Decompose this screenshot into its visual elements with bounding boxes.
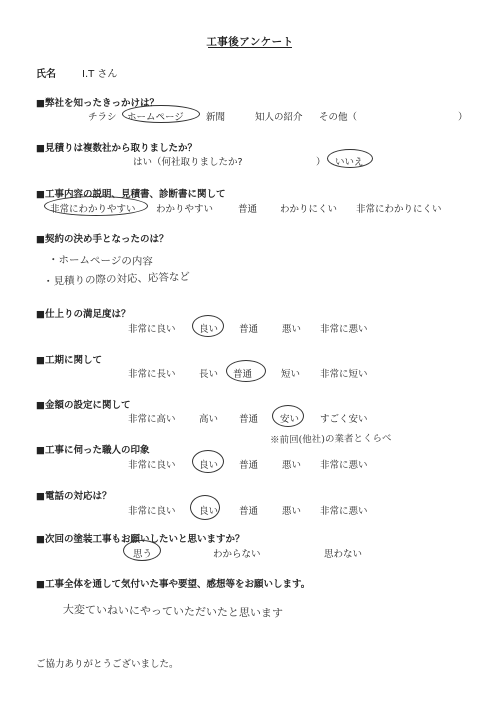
- name-value: I.T さん: [82, 69, 118, 80]
- option-normal[interactable]: 普通: [239, 324, 259, 335]
- option-very-good[interactable]: 非常に良い: [128, 506, 176, 517]
- question-phone-response: ■電話の対応は？: [36, 491, 112, 502]
- option-referral[interactable]: 知人の紹介: [255, 112, 303, 123]
- handwritten-answer-line: ・ホームページの内容: [47, 254, 153, 268]
- selection-circle: [272, 405, 304, 427]
- option-cheap[interactable]: 安い: [280, 414, 300, 425]
- option-yes[interactable]: はい（何社取りましたか?: [133, 157, 243, 168]
- option-very-good[interactable]: 非常に良い: [128, 460, 176, 471]
- option-very-short[interactable]: 非常に短い: [320, 369, 368, 380]
- option-very-expensive[interactable]: 非常に高い: [128, 414, 176, 425]
- option-no[interactable]: いいえ: [335, 157, 364, 168]
- question-how-found: ■弊社を知ったきっかけは？: [36, 98, 159, 109]
- option-very-long[interactable]: 非常に長い: [128, 369, 176, 380]
- option-very-unclear[interactable]: 非常にわかりにくい: [356, 204, 442, 215]
- question-comments: ■工事全体を通して気付いた事や要望、感想等をお願いします。: [36, 579, 311, 590]
- option-think-so[interactable]: 思う: [133, 549, 153, 560]
- title-underline: [208, 47, 292, 48]
- option-clear[interactable]: わかりやすい: [156, 204, 214, 215]
- handwritten-comment: 大変ていねいにやっていただいたと思います: [62, 603, 284, 620]
- option-bad[interactable]: 悪い: [282, 324, 302, 335]
- option-very-good[interactable]: 非常に良い: [128, 324, 176, 335]
- question-next-time: ■次回の塗装工事もお願いしたいと思いますか？: [36, 534, 245, 545]
- selection-circle: [327, 149, 373, 168]
- option-unclear[interactable]: わかりにくい: [280, 204, 338, 215]
- selection-circle: [44, 196, 148, 216]
- selection-circle: [192, 450, 224, 473]
- option-normal[interactable]: 普通: [233, 369, 253, 380]
- option-yes-close: ）: [316, 157, 326, 168]
- selection-circle: [190, 495, 220, 520]
- option-bad[interactable]: 悪い: [282, 460, 302, 471]
- option-good[interactable]: 良い: [199, 460, 219, 471]
- handwritten-note: ※前回(他社)の業者とくらべ: [269, 432, 392, 446]
- option-long[interactable]: 長い: [199, 369, 219, 380]
- question-explanation: ■工事内容の説明、見積書、診断書に関して: [36, 189, 226, 200]
- name-label: 氏名: [36, 69, 56, 80]
- question-satisfaction: ■仕上りの満足度は？: [36, 309, 131, 320]
- question-multiple-quotes: ■見積りは複数社から取りましたか？: [36, 143, 197, 154]
- option-expensive[interactable]: 高い: [199, 414, 219, 425]
- option-not-sure[interactable]: わからない: [213, 549, 261, 560]
- option-other[interactable]: その他（: [319, 112, 358, 123]
- option-very-clear[interactable]: 非常にわかりやすい: [50, 204, 136, 215]
- option-homepage[interactable]: ホームページ: [127, 112, 184, 123]
- option-bad[interactable]: 悪い: [282, 506, 302, 517]
- option-very-bad[interactable]: 非常に悪い: [320, 506, 368, 517]
- option-other-close: ）: [458, 112, 468, 123]
- selection-circle: [123, 540, 161, 561]
- option-short[interactable]: 短い: [281, 369, 301, 380]
- question-price: ■金額の設定に関して: [36, 400, 131, 411]
- option-good[interactable]: 良い: [199, 506, 219, 517]
- option-normal[interactable]: 普通: [239, 414, 259, 425]
- question-craftsman-impression: ■工事に伺った職人の印象: [36, 445, 150, 456]
- option-very-bad[interactable]: 非常に悪い: [320, 460, 368, 471]
- option-good[interactable]: 良い: [199, 324, 219, 335]
- survey-title: 工事後アンケート: [206, 36, 294, 48]
- selection-circle: [226, 360, 266, 382]
- question-deciding-factor: ■契約の決め手となったのは？: [36, 234, 169, 245]
- selection-circle: [122, 105, 200, 123]
- closing-message: ご協力ありがとうございました。: [36, 659, 179, 670]
- selection-circle: [192, 315, 224, 337]
- option-normal[interactable]: 普通: [239, 460, 259, 471]
- option-very-cheap[interactable]: すごく安い: [320, 414, 368, 425]
- question-duration: ■工期に関して: [36, 355, 102, 366]
- option-very-bad[interactable]: 非常に悪い: [320, 324, 368, 335]
- option-flyer[interactable]: チラシ: [88, 112, 117, 123]
- option-newspaper[interactable]: 新聞: [206, 112, 226, 123]
- option-normal[interactable]: 普通: [238, 204, 258, 215]
- handwritten-answer-line: ・見積りの際の対応、応答など: [42, 270, 191, 288]
- option-normal[interactable]: 普通: [239, 506, 259, 517]
- option-dont-think-so[interactable]: 思わない: [324, 549, 363, 560]
